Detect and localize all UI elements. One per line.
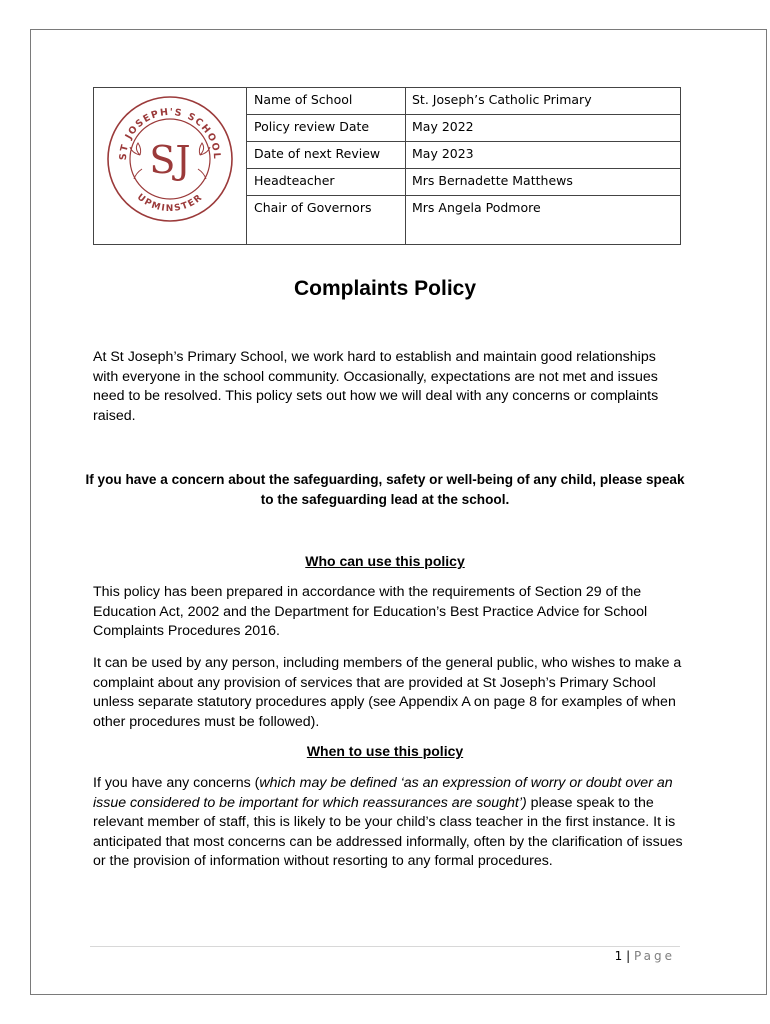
para-text: If you have any concerns ( (93, 775, 260, 791)
school-crest-logo (104, 93, 236, 225)
section-who-paragraph-2: It can be used by any person, including members of the general public, who wishes to make a complaint about any provision of services that are provided at St Joseph’s Primary School unless separate statutory procedures apply (see Appendix A on page 8 for examples of when other procedures must be followed). (93, 655, 682, 730)
para-text: please speak to the relevant member of staff, this is likely to be your child’s class teacher in the first instance. It is anticipated that most concerns can be addressed informally, often by the clarification of issues or the provision of information without resorting to any formal procedures. (93, 794, 683, 869)
para-italic-definition: which may be defined ‘as an expression of worry or doubt over an issue considered to be important for which reassurances are sought’) (93, 775, 673, 811)
page-number: 1 (614, 949, 623, 963)
section-when-paragraph (93, 774, 683, 872)
intro-paragraph: At St Joseph’s Primary School, we work hard to establish and maintain good relationships with everyone in the school community. Occasionally, expectations are not met and issues need to be resolved. This policy sets out how we will deal with any concerns or complaints raised. (93, 349, 659, 424)
info-row-review-date (247, 115, 680, 142)
document-title: Complaints Policy (293, 277, 477, 300)
section-heading-who: Who can use this policy (305, 553, 465, 569)
info-row-school-name (247, 88, 680, 115)
page-label: Page (633, 949, 675, 963)
info-label: Name of School (254, 92, 353, 107)
info-value: St. Joseph’s Catholic Primary (412, 92, 592, 107)
info-row-chair (247, 196, 680, 244)
page-footer (615, 949, 675, 963)
info-value: May 2023 (412, 146, 474, 161)
svg-text:UPMINSTER (135, 192, 205, 214)
info-label: Policy review Date (254, 119, 370, 134)
info-label: Headteacher (254, 173, 335, 188)
info-row-next-review (247, 142, 680, 169)
school-logo-cell (94, 88, 247, 244)
info-value: Mrs Angela Podmore (412, 200, 541, 215)
info-label: Chair of Governors (254, 200, 372, 215)
logo-bottom-text: UPMINSTER (134, 192, 206, 215)
school-info-table (93, 87, 681, 245)
info-value: Mrs Bernadette Matthews (412, 173, 573, 188)
safeguarding-notice: If you have a concern about the safeguarding, safety or well-being of any child, please speak to the safeguarding lead at the school. (85, 472, 685, 507)
footer-separator: | (626, 949, 631, 963)
footer-rule (90, 946, 680, 947)
info-label: Date of next Review (254, 146, 381, 161)
logo-monogram: SJ (149, 138, 191, 182)
section-who-paragraph-1: This policy has been prepared in accordance with the requirements of Section 29 of the Education Act, 2002 and the Department for Education’s Best Practice Advice for School Complaints Procedures 2016. (93, 584, 648, 639)
info-row-headteacher (247, 169, 680, 196)
section-heading-when: When to use this policy (306, 743, 464, 759)
logo-top-text: ST JOSEPH'S SCHOOL (117, 106, 223, 161)
info-value: May 2022 (412, 119, 474, 134)
